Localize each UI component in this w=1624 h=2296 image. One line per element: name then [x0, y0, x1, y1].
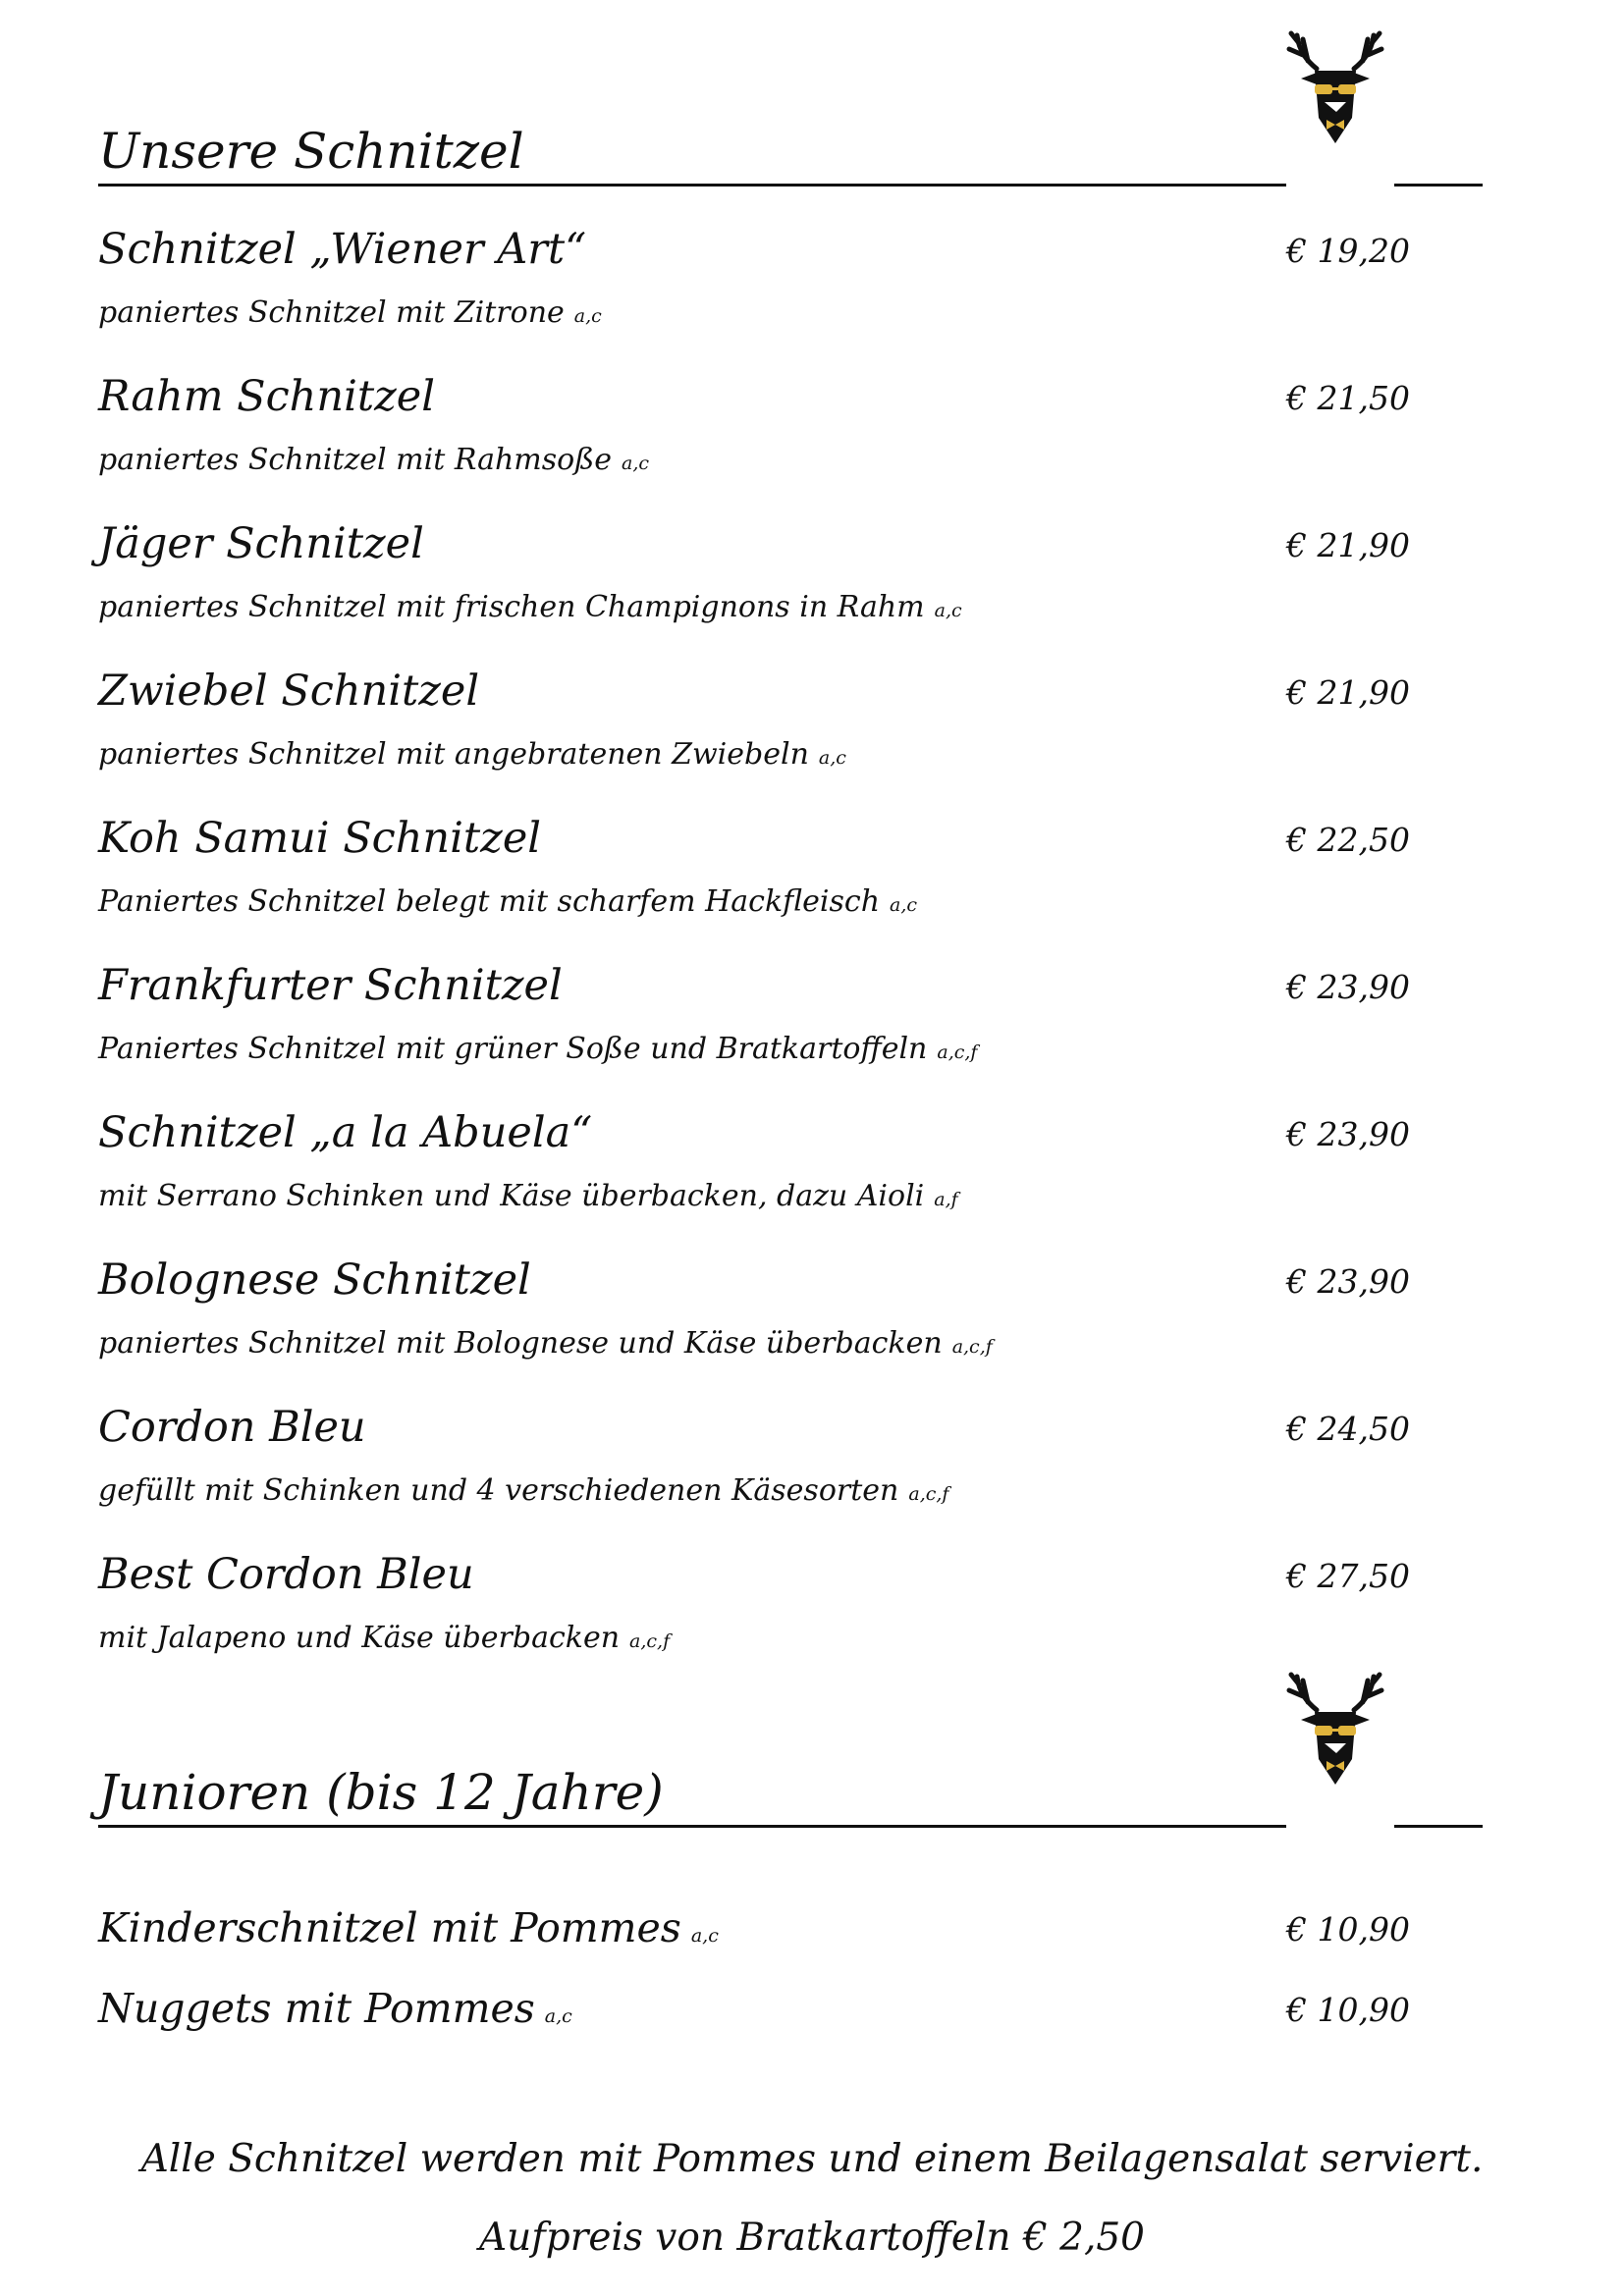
item-price: € 23,90 — [1286, 1115, 1410, 1153]
item-name: Schnitzel „Wiener Art“ — [98, 225, 587, 274]
allergen-codes: a,c — [544, 2005, 572, 2027]
item-name: Schnitzel „a la Abuela“ — [98, 1108, 593, 1157]
section-header-junior — [98, 1730, 1483, 1828]
item-desc-text: paniertes Schnitzel mit frischen Champignons in Rahm — [98, 590, 925, 624]
item-desc-text: mit Jalapeno und Käse überbacken — [98, 1621, 621, 1655]
item-desc-text: paniertes Schnitzel mit Zitrone — [98, 295, 565, 330]
header-rule — [98, 1825, 1286, 1828]
item-price: € 23,90 — [1286, 968, 1410, 1006]
item-description — [98, 589, 962, 629]
deer-head-icon — [1281, 1669, 1389, 1791]
item-name — [98, 1983, 572, 2042]
item-price: € 10,90 — [1286, 1910, 1410, 1949]
item-name — [98, 1902, 719, 1961]
item-price: € 22,50 — [1286, 821, 1410, 859]
item-price: € 21,90 — [1286, 526, 1410, 564]
item-name: Koh Samui Schnitzel — [98, 814, 542, 863]
item-price: € 10,90 — [1286, 1991, 1410, 2029]
allergen-codes: a,c — [934, 600, 962, 621]
allergen-codes: a,c — [690, 1925, 719, 1947]
footer-note: Alle Schnitzel werden mit Pommes und einem Beilagensalat serviert. — [140, 2137, 1484, 2181]
item-description — [98, 442, 649, 482]
item-price: € 21,50 — [1286, 379, 1410, 417]
header-rule — [98, 184, 1286, 187]
item-description — [98, 294, 602, 335]
footer-surcharge-note: Aufpreis von Bratkartoffeln € 2,50 — [479, 2216, 1145, 2260]
deer-head-icon — [1281, 27, 1389, 150]
item-price: € 24,50 — [1286, 1410, 1410, 1448]
allergen-codes: a,c,f — [937, 1041, 978, 1063]
allergen-codes: a,f — [934, 1189, 958, 1210]
item-description — [98, 1620, 670, 1660]
item-desc-text: Paniertes Schnitzel mit grüner Soße und Bratkartoffeln — [98, 1032, 928, 1066]
item-name: Frankfurter Schnitzel — [98, 961, 563, 1010]
allergen-codes: a,c — [890, 894, 918, 916]
allergen-codes: a,c,f — [951, 1336, 993, 1358]
item-desc-text: paniertes Schnitzel mit Rahmsoße — [98, 443, 612, 477]
allergen-codes: a,c — [573, 305, 602, 327]
item-description — [98, 1178, 958, 1218]
section-title-junior: Junioren (bis 12 Jahre) — [98, 1764, 664, 1821]
allergen-codes: a,c — [818, 747, 846, 769]
allergen-codes: a,c,f — [908, 1483, 949, 1505]
item-description — [98, 883, 917, 924]
section-title-schnitzel: Unsere Schnitzel — [98, 123, 524, 180]
item-desc-text: Paniertes Schnitzel belegt mit scharfem Hackfleisch — [98, 884, 881, 919]
allergen-codes: a,c,f — [629, 1630, 671, 1652]
item-price: € 27,50 — [1286, 1557, 1410, 1595]
item-description — [98, 1031, 977, 1071]
item-name: Zwiebel Schnitzel — [98, 667, 480, 716]
item-name: Bolognese Schnitzel — [98, 1255, 531, 1305]
header-rule-tail — [1394, 1825, 1483, 1828]
item-name-text: Kinderschnitzel mit Pommes — [98, 1904, 681, 1951]
item-desc-text: gefüllt mit Schinken und 4 verschiedenen Käsesorten — [98, 1473, 899, 1508]
item-name: Rahm Schnitzel — [98, 372, 435, 421]
allergen-codes: a,c — [622, 453, 650, 474]
item-name-text: Nuggets mit Pommes — [98, 1985, 535, 2032]
section-header-schnitzel — [98, 88, 1483, 187]
header-rule-tail — [1394, 184, 1483, 187]
item-price: € 23,90 — [1286, 1262, 1410, 1301]
item-name: Jäger Schnitzel — [98, 519, 424, 568]
item-name: Cordon Bleu — [98, 1403, 366, 1452]
item-price: € 21,90 — [1286, 673, 1410, 712]
item-description — [98, 1472, 948, 1513]
item-desc-text: mit Serrano Schinken und Käse überbacken, dazu Aioli — [98, 1179, 925, 1213]
item-desc-text: paniertes Schnitzel mit Bolognese und Käse überbacken — [98, 1326, 943, 1361]
item-description — [98, 1325, 993, 1365]
item-price: € 19,20 — [1286, 232, 1410, 270]
item-description — [98, 736, 846, 776]
item-desc-text: paniertes Schnitzel mit angebratenen Zwiebeln — [98, 737, 809, 772]
item-name: Best Cordon Bleu — [98, 1550, 474, 1599]
